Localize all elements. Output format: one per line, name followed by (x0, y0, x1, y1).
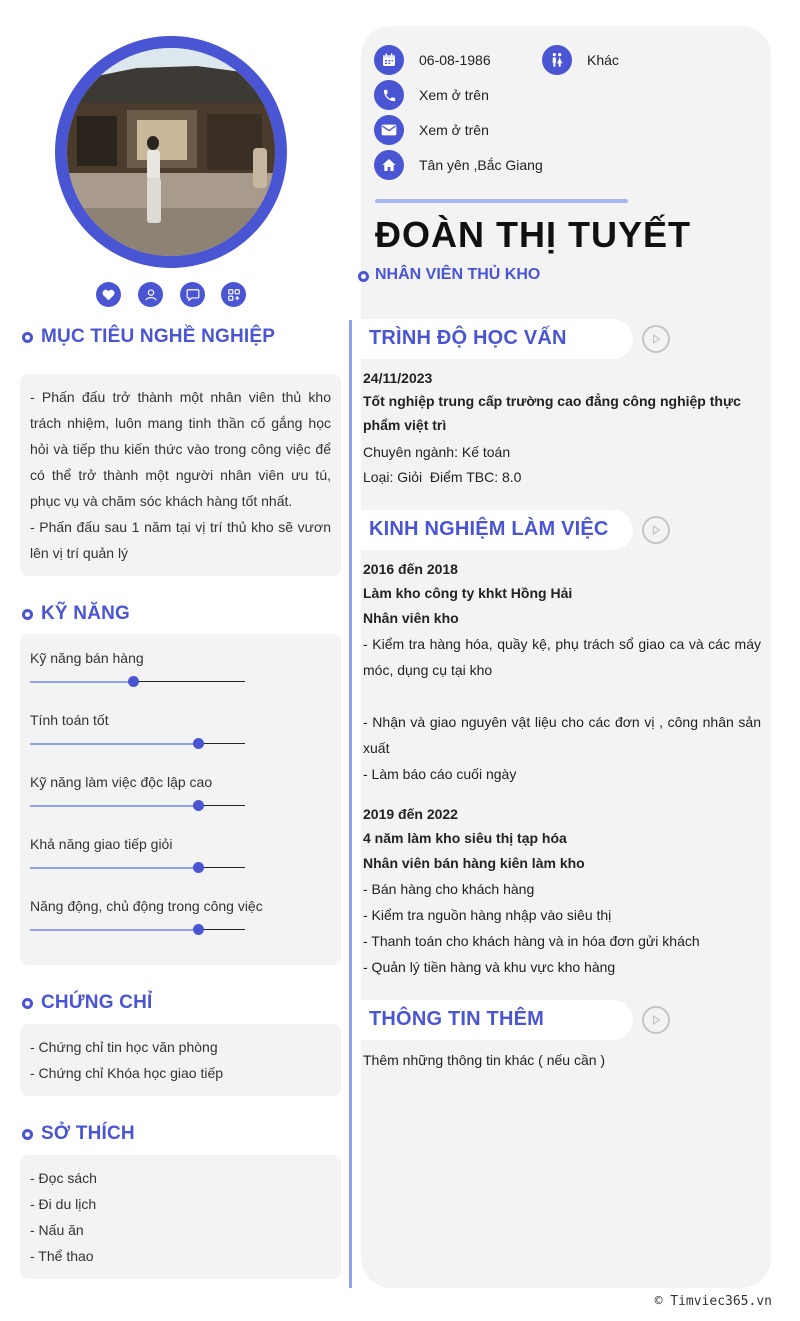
email-value: Xem ở trên (419, 122, 489, 138)
skill-bar-fill (30, 805, 198, 807)
skill-bar-knob (193, 862, 204, 873)
skill-bar-fill (30, 867, 198, 869)
education-date: 24/11/2023 (363, 370, 433, 386)
bullet-icon (22, 998, 33, 1009)
career-goal-box (20, 374, 341, 576)
section-heading-education: TRÌNH ĐỘ HỌC VẤN (361, 319, 633, 359)
play-circle-icon[interactable] (642, 1006, 670, 1034)
skill-bar-knob (193, 924, 204, 935)
job-position: Nhân viên bán hàng kiên làm kho (363, 855, 585, 871)
job-duty: - Kiểm tra hàng hóa, quầy kệ, phụ trách sổ giao ca và các máy móc, dụng cụ tại kho (363, 636, 761, 678)
gender-value: Khác (587, 52, 619, 68)
skill-name: Kỹ năng bán hàng (30, 650, 144, 666)
education-major: Chuyên ngành: Kế toán (363, 444, 511, 460)
skill-bar-knob (193, 738, 204, 749)
candidate-name: ĐOÀN THỊ TUYẾT (375, 214, 691, 255)
job-position: Nhân viên kho (363, 610, 459, 626)
skill-name: Khả năng giao tiếp giỏi (30, 836, 173, 852)
job-duty: - Thanh toán cho khách hàng và in hóa đơn gửi khách (363, 933, 700, 949)
section-heading-certificates: CHỨNG CHỈ (22, 992, 153, 1014)
bullet-icon (22, 332, 33, 343)
chat-icon[interactable] (180, 282, 205, 307)
education-grade: Loại: Giỏi Điểm TBC: 8.0 (363, 469, 522, 485)
job-duty: - Bán hàng cho khách hàng (363, 881, 535, 897)
name-accent-bar (375, 199, 628, 203)
home-icon (374, 150, 404, 180)
job-title: NHÂN VIÊN THỦ KHO (375, 266, 541, 283)
skill-bar-fill (30, 743, 198, 745)
section-heading-skills: KỸ NĂNG (22, 603, 130, 625)
certificate-item: - Chứng chỉ tin học văn phòng (30, 1039, 218, 1055)
phone-value: Xem ở trên (419, 87, 489, 103)
education-school: Tốt nghiệp trung cấp trường cao đẳng công nghiệp thực phẩm việt trì (363, 393, 741, 433)
skill-name: Năng động, chủ động trong công việc (30, 898, 263, 914)
skill-bar (30, 929, 245, 930)
section-heading-extra-info: THÔNG TIN THÊM (361, 1000, 633, 1040)
birthday-value: 06-08-1986 (419, 52, 491, 68)
career-goal-line: - Phấn đấu sau 1 năm tại vị trí thủ kho sẽ vươn lên vị trí quản lý (30, 519, 331, 561)
job-duty: - Nhận và giao nguyên vật liệu cho các đơn vị , công nhân sản xuất (363, 714, 761, 756)
bullet-icon (22, 609, 33, 620)
bullet-icon (22, 1129, 33, 1140)
job-duty: - Kiểm tra nguồn hàng nhập vào siêu thị (363, 907, 612, 923)
hobby-item: - Đọc sách (30, 1170, 97, 1186)
certificates-box (20, 1024, 341, 1096)
email-icon (374, 115, 404, 145)
gender-icon (542, 45, 572, 75)
address-value: Tân yên ,Bắc Giang (419, 157, 543, 173)
job-company: Làm kho công ty khkt Hồng Hải (363, 585, 573, 601)
career-goal-line: - Phấn đấu trở thành một nhân viên thủ kho trách nhiệm, luôn mang tinh thần cố gắng học hỏi và tiếp thu kiến thức vào trong công việc để có thể trở thành một người nhân viên ưu tú, phục vụ và chăm sóc khách hàng tốt nhất. (30, 389, 331, 509)
hobby-item: - Thể thao (30, 1248, 94, 1264)
skill-bar-knob (128, 676, 139, 687)
heart-icon[interactable] (96, 282, 121, 307)
apps-icon[interactable] (221, 282, 246, 307)
play-circle-icon[interactable] (642, 325, 670, 353)
skill-bar-fill (30, 681, 133, 683)
skill-bar (30, 805, 245, 806)
section-heading-career-goal: MỤC TIÊU NGHỀ NGHIỆP (22, 326, 275, 348)
skill-bar-knob (193, 800, 204, 811)
bullet-icon (358, 271, 369, 282)
skills-box (20, 634, 341, 965)
job-duty: - Quản lý tiền hàng và khu vực kho hàng (363, 959, 616, 975)
copyright: © Timviec365.vn (654, 1294, 772, 1309)
skill-name: Tính toán tốt (30, 712, 109, 728)
avatar (67, 48, 275, 256)
section-heading-experience: KINH NGHIỆM LÀM VIỆC (361, 510, 633, 550)
play-circle-icon[interactable] (642, 516, 670, 544)
skill-name: Kỹ năng làm việc độc lập cao (30, 774, 213, 790)
calendar-icon (374, 45, 404, 75)
hobbies-box (20, 1155, 341, 1279)
job-duty: - Làm báo cáo cuối ngày (363, 766, 517, 782)
skill-bar (30, 681, 245, 682)
extra-info-text: Thêm những thông tin khác ( nếu cần ) (363, 1052, 606, 1068)
certificate-item: - Chứng chỉ Khóa học giao tiếp (30, 1065, 224, 1081)
hobby-item: - Nấu ăn (30, 1222, 84, 1238)
job-period: 2019 đến 2022 (363, 806, 458, 822)
profile-icon[interactable] (138, 282, 163, 307)
job-period: 2016 đến 2018 (363, 561, 458, 577)
skill-bar (30, 867, 245, 868)
skill-bar-fill (30, 929, 198, 931)
hobby-item: - Đi du lịch (30, 1196, 97, 1212)
job-company: 4 năm làm kho siêu thị tạp hóa (363, 830, 567, 846)
skill-bar (30, 743, 245, 744)
column-divider (349, 320, 352, 1288)
section-heading-hobbies: SỞ THÍCH (22, 1123, 135, 1145)
phone-icon (374, 80, 404, 110)
